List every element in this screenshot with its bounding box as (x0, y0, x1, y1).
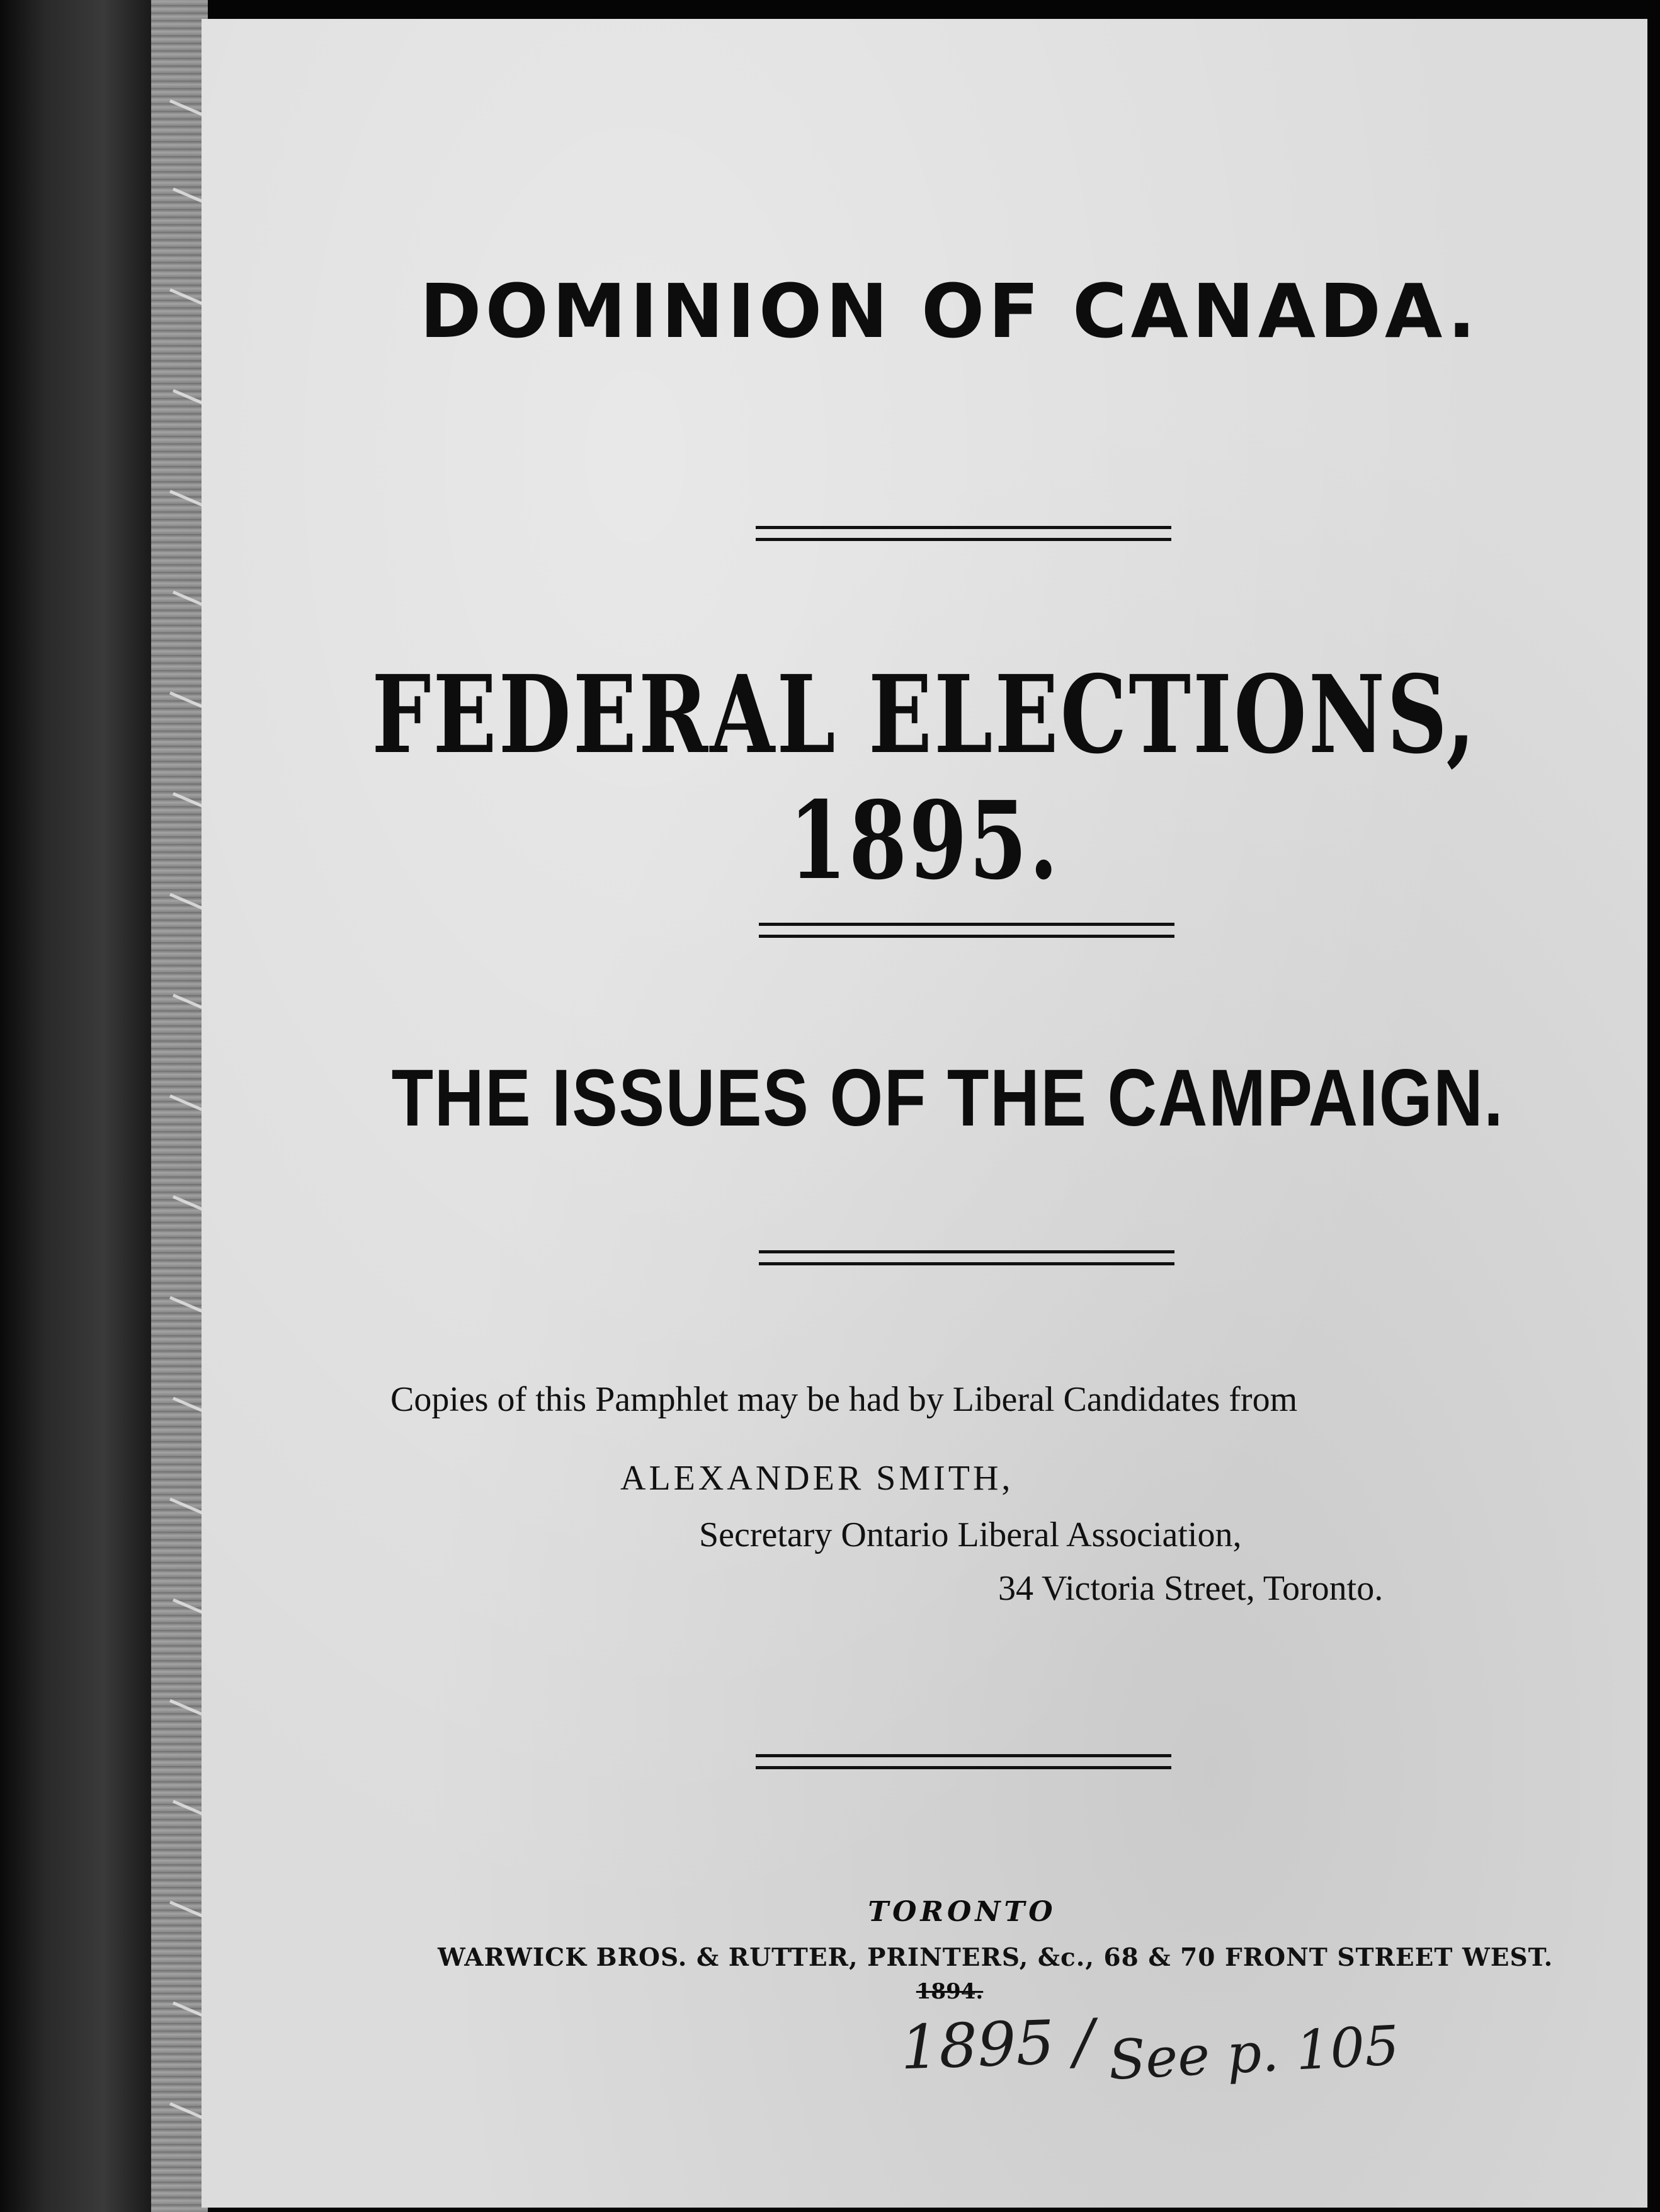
main-title: DOMINION OF CANADA. (419, 268, 1480, 355)
imprint-city: TORONTO (868, 1896, 1057, 1928)
contact-position: Secretary Ontario Liberal Association, (699, 1515, 1242, 1554)
contact-address: 34 Victoria Street, Toronto. (998, 1569, 1384, 1608)
campaign-heading: THE ISSUES OF THE CAMPAIGN. (391, 1053, 1504, 1143)
divider-rule (759, 1250, 1174, 1265)
divider-rule (759, 923, 1174, 938)
divider-rule (756, 526, 1171, 541)
copies-line: Copies of this Pamphlet may be had by Liberal Candidates from (390, 1380, 1298, 1419)
handwritten-note: See p. 105 (1106, 2014, 1401, 2093)
imprint-printers: WARWICK BROS. & RUTTER, PRINTERS, &c., 68 & 70 FRONT STREET WEST. (438, 1943, 1554, 1972)
handwritten-year: 1895 / (899, 2005, 1096, 2084)
divider-rule (756, 1754, 1171, 1769)
title-page (202, 19, 1647, 2208)
contact-name: ALEXANDER SMITH, (620, 1459, 1014, 1498)
subtitle: FEDERAL ELECTIONS, 1895. (372, 652, 1477, 904)
imprint-year: 1894. (916, 1979, 984, 2004)
